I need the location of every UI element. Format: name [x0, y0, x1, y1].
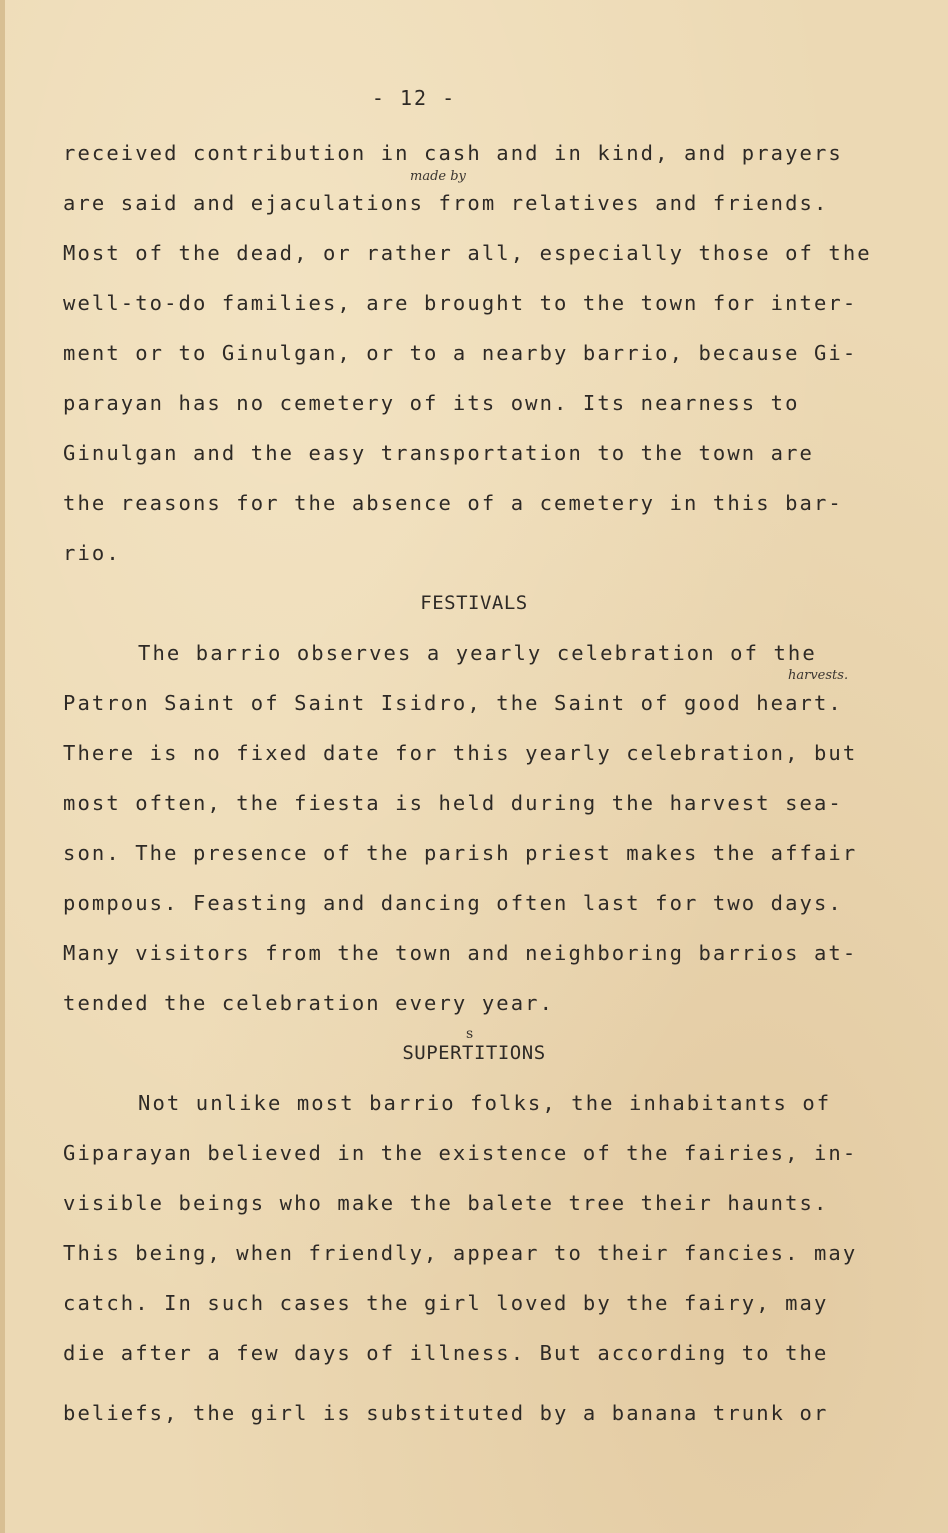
text-line: son. The presence of the parish priest makes the affair — [63, 841, 858, 865]
text-line: Many visitors from the town and neighboring barrios at- — [63, 941, 858, 965]
section-heading-festivals: FESTIVALS — [420, 592, 528, 614]
handwritten-annotation: made by — [410, 169, 466, 184]
text-line: beliefs, the girl is substituted by a banana trunk or — [63, 1401, 829, 1425]
text-line: are said and ejaculations from relatives and friends. — [63, 191, 829, 215]
text-line: There is no fixed date for this yearly celebration, but — [63, 741, 858, 765]
text-line: die after a few days of illness. But according to the — [63, 1341, 829, 1365]
text-line: Patron Saint of Saint Isidro, the Saint of good heart. — [63, 691, 843, 715]
text-line: well-to-do families, are brought to the town for inter- — [63, 291, 858, 315]
text-line: parayan has no cemetery of its own. Its nearness to — [63, 391, 800, 415]
text-line: Not unlike most barrio folks, the inhabitants of — [138, 1091, 832, 1115]
text-line: most often, the fiesta is held during the harvest sea- — [63, 791, 843, 815]
text-line: This being, when friendly, appear to their fancies. may — [63, 1241, 858, 1265]
text-line: ment or to Ginulgan, or to a nearby barrio, because Gi- — [63, 341, 858, 365]
text-line: the reasons for the absence of a cemetery in this bar- — [63, 491, 843, 515]
section-heading-superstitions: SUPERTITIONS — [402, 1042, 546, 1064]
handwritten-annotation: s — [466, 1026, 474, 1042]
text-line: visible beings who make the balete tree their haunts. — [63, 1191, 829, 1215]
text-line: Ginulgan and the easy transportation to the town are — [63, 441, 814, 465]
text-line: tended the celebration every year. — [63, 991, 555, 1015]
handwritten-annotation: harvests. — [788, 668, 849, 683]
text-line: Most of the dead, or rather all, especially those of the — [63, 241, 872, 265]
text-line: The barrio observes a yearly celebration of the — [138, 641, 817, 665]
page-edge — [0, 0, 5, 1533]
text-line: pompous. Feasting and dancing often last for two days. — [63, 891, 843, 915]
page-number: - 12 - — [371, 86, 457, 110]
text-line: catch. In such cases the girl loved by the fairy, may — [63, 1291, 829, 1315]
text-line: received contribution in cash and in kind, and prayers — [63, 141, 843, 165]
text-line: rio. — [63, 541, 121, 565]
text-line: Giparayan believed in the existence of the fairies, in- — [63, 1141, 858, 1165]
